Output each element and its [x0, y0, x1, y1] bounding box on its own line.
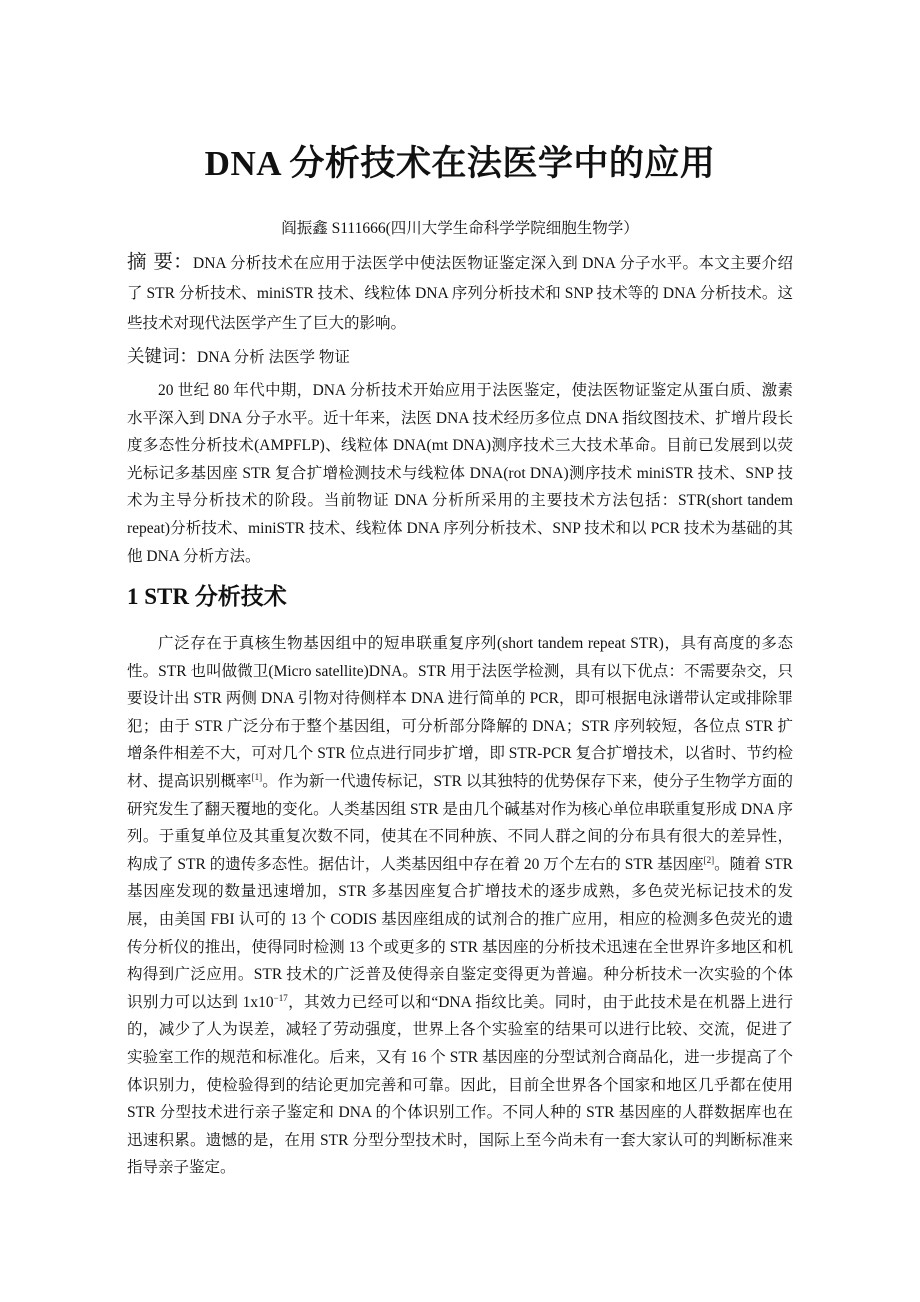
section-body-paragraph	[127, 630, 793, 1182]
body-text-part3: 。随着 STR 基因座发现的数量迅速增加，STR 多基因座复合扩增技术的逐步成熟，多色荧光标记技术的发展，由美国 FBI 认可的 13 个 CODIS 基因座组成的试剂合的推广应用，相应的检测多色荧光的遗传分析仪的推出，使得同时检测 13 个或更多的 STR 基因座的分析技术迅速在全世界许多地区和机构得到广泛应用。STR 技术的广泛普及使得亲自鉴定变得更为普遍。种分析技术一次实验的个体识别力可以达到 1x10	[127, 855, 793, 1011]
section-heading: 1 STR 分析技术	[127, 584, 287, 609]
citation-ref-1[interactable]: [1]	[251, 771, 263, 782]
keywords-label: 关键词：	[127, 347, 197, 367]
body-text-part2: 。作为新一代遗传标记，STR 以其独特的优势保存下来，使分子生物学方面的研究发生了翻天覆地的变化。人类基因组 STR 是由几个碱基对作为核心单位串联重复形成 DNA 序列。于重复单位及其重复次数不同，使其在不同种族、不同人群之间的分布具有很大的差异性，构成了 STR 的遗传多态性。据估计，人类基因组中存在着 20 万个左右的 STR 基因座	[127, 772, 793, 873]
body-text-part1: 广泛存在于真核生物基因组中的短串联重复序列(short tandem repeat STR)，具有高度的多态性。STR 也叫做微卫(Micro satellite)DNA。STR 用于法医学检测，具有以下优点：不需要杂交，只要设计出 STR 两侧 DNA 引物对待侧样本 DNA 进行简单的 PCR，即可根据电泳谱带认定或排除罪犯；由于 STR 广泛分布于整个基因组，可分析部分降解的 DNA；STR 序列较短，各位点 STR 扩增条件相差不大，可对几个 STR 位点进行同步扩增，即 STR-PCR 复合扩增技术，以省时、节约检材、提高识别概率	[127, 635, 793, 790]
body-text-part4: ，其效力已经可以和“DNA 指纹比美。同时，由于此技术是在机器上进行的，减少了人为误差，减轻了劳动强度，世界上各个实验室的结果可以进行比较、交流，促进了实验室工作的规范和标准化。后来，又有 16 个 STR 基因座的分型试剂合商品化，进一步提高了个体识别力，使检验得到的结论更加完善和可靠。因此，目前全世界各个国家和地区几乎都在使用 STR 分型技术进行亲子鉴定和 DNA 的个体识别工作。不同人种的 STR 基因座的人群数据库也在迅速积累。遗憾的是，在用 STR 分型分型技术时，国际上至今尚未有一套大家认可的判断标准来指导亲子鉴定。	[127, 993, 793, 1177]
abstract-text: DNA 分析技术在应用于法医学中使法医物证鉴定深入到 DNA 分子水平。本文主要介绍了 STR 分析技术、miniSTR 技术、线粒体 DNA 序列分析技术和 SNP 技术等的 DNA 分析技术。这些技术对现代法医学产生了巨大的影响。	[127, 255, 793, 332]
abstract-paragraph	[127, 247, 793, 339]
citation-ref-2[interactable]: [2]	[703, 854, 715, 865]
author-line: 阎振鑫 S111666(四川大学生命科学学院细胞生物学）	[281, 220, 639, 237]
intro-paragraph: 20 世纪 80 年代中期，DNA 分析技术开始应用于法医鉴定，使法医物证鉴定从蛋白质、激素水平深入到 DNA 分子水平。近十年来，法医 DNA 技术经历多位点 DNA 指纹图技术、扩增片段长度多态性分析技术(AMPFLP)、线粒体 DNA(mt DNA)测序技术三大技术革命。目前已发展到以荧光标记多基因座 STR 复合扩增检测技术与线粒体 DNA(rot DNA)测序技术 miniSTR 技术、SNP 技术为主导分析技术的阶段。当前物证 DNA 分析所采用的主要技术方法包括：STR(short tandem repeat)分析技术、miniSTR 技术、线粒体 DNA 序列分析技术、SNP 技术和以 PCR 技术为基础的其他 DNA 分析方法。	[127, 382, 793, 565]
paper-title: DNA 分析技术在法医学中的应用	[204, 144, 716, 183]
keywords-paragraph	[127, 342, 793, 373]
keywords-text: DNA 分析 法医学 物证	[197, 349, 350, 366]
exponent: −17	[273, 992, 288, 1003]
abstract-label: 摘 要：	[127, 250, 194, 273]
